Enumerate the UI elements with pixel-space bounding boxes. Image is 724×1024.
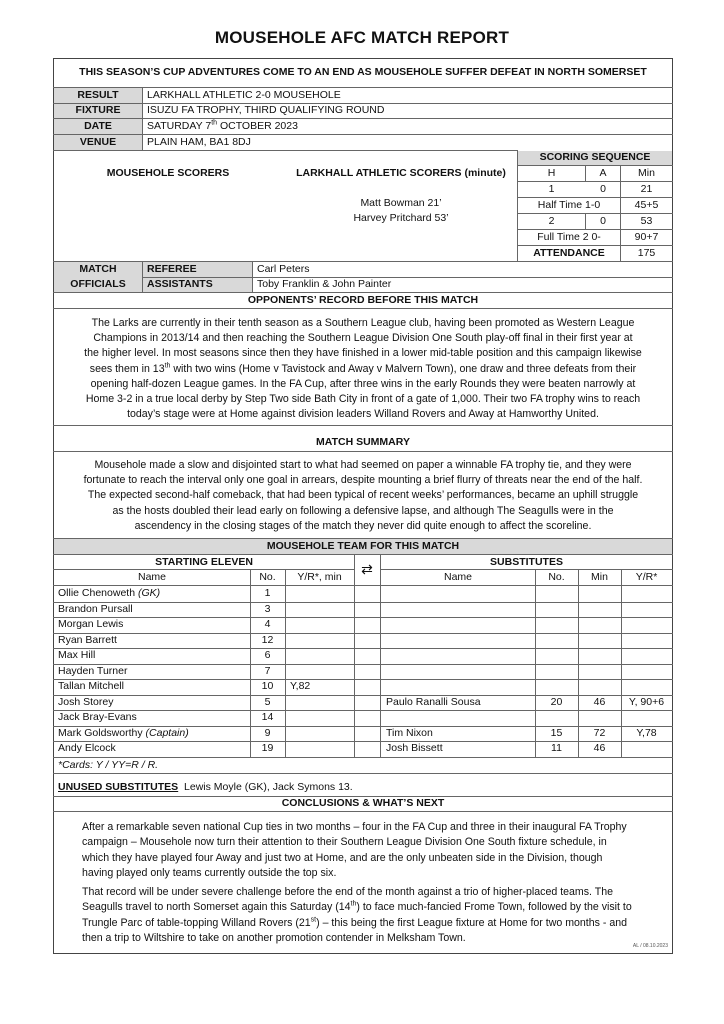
seq-row1-a: 0 [600, 183, 606, 195]
seq-row1-min: 21 [640, 183, 653, 195]
result-label: RESULT [77, 89, 119, 101]
starting-player-name: Brandon Pursall [58, 602, 133, 615]
starting-col-name: Name [137, 571, 166, 583]
starting-player-name: Andy Elcock [58, 742, 116, 754]
attendance-label: ATTENDANCE [533, 247, 605, 259]
subs-col-name: Name [443, 571, 472, 583]
starting-eleven-heading: STARTING ELEVEN [155, 556, 253, 568]
opponent-scorers-heading: LARKHALL ATHLETIC SCORERS (minute) [296, 167, 506, 179]
starting-player-name: Mark Goldsworthy (Captain) [58, 726, 189, 739]
sub-player-number: 15 [550, 726, 563, 739]
assistants-names: Toby Franklin & John Painter [257, 278, 392, 290]
footer-reference: AL / 08.10.2023 [632, 943, 668, 949]
referee-label: REFEREE [147, 263, 197, 275]
starting-player-name: Josh Storey [58, 695, 114, 708]
subs-col-card: Y/R* [635, 571, 658, 583]
starting-player-number: 12 [261, 633, 274, 646]
seq-row3-h: 2 [548, 215, 555, 227]
team-heading: MOUSEHOLE TEAM FOR THIS MATCH [266, 540, 460, 552]
seq-fulltime-min: 90+7 [634, 231, 659, 243]
sub-player-minute: 72 [593, 726, 606, 739]
officials-label-2: OFFICIALS [70, 278, 126, 290]
starting-player-number: 7 [264, 664, 271, 677]
seq-col-h: H [547, 167, 556, 179]
sub-player-number: 20 [550, 695, 563, 708]
opponent-scorer-1: Matt Bowman 21’ [360, 197, 442, 209]
swap-icon: ⇄ [361, 561, 373, 577]
seq-fulltime-label: Full Time 2 0- [537, 231, 601, 243]
mousehole-scorers-heading: MOUSEHOLE SCORERS [106, 167, 230, 179]
sub-player-name: Paulo Ranalli Sousa [386, 695, 481, 708]
seq-row1-h: 1 [548, 183, 555, 195]
headline: THIS SEASON’S CUP ADVENTURES COME TO AN END AS MOUSEHOLE SUFFER DEFEAT IN NORTH SOMERSET [79, 66, 647, 78]
venue-label: VENUE [79, 136, 117, 148]
starting-player-name: Ryan Barrett [58, 633, 117, 646]
starting-player-number: 3 [264, 602, 271, 615]
sub-player-minute: 46 [593, 742, 606, 754]
starting-player-name: Ollie Chenoweth (GK) [58, 587, 161, 599]
fixture-label: FIXTURE [75, 104, 121, 116]
sub-player-name: Tim Nixon [386, 726, 433, 739]
seq-row3-a: 0 [600, 215, 606, 227]
subs-col-no: No. [548, 571, 565, 583]
starting-col-card: Y/R*, min [297, 571, 342, 583]
conclusions-heading: CONCLUSIONS & WHAT’S NEXT [281, 797, 445, 809]
assistants-label: ASSISTANTS [147, 278, 213, 290]
seq-row3-min: 53 [640, 215, 653, 227]
date-value: SATURDAY 7th OCTOBER 2023 [147, 119, 298, 132]
referee-name: Carl Peters [257, 263, 310, 275]
seq-halftime-label: Half Time 1-0 [537, 199, 601, 211]
sub-player-number: 11 [551, 742, 562, 754]
opponent-scorer-2: Harvey Pritchard 53’ [353, 212, 449, 224]
starting-player-name: Jack Bray-Evans [58, 711, 137, 723]
sub-player-minute: 46 [593, 695, 606, 708]
venue-value: PLAIN HAM, BA1 8DJ [147, 136, 251, 148]
scoring-sequence-heading: SCORING SEQUENCE [539, 151, 651, 163]
starting-player-number: 14 [261, 711, 274, 723]
starting-player-number: 1 [264, 587, 271, 599]
sub-player-name: Josh Bissett [386, 742, 443, 754]
conclusions-para-2: That record will be under severe challenge before the end of the month against a trio of higher-placed teams. The Seagulls travel to north Somerset again this Saturday (14th) to face much-fancied Frome Town, followed by the visit to Trungle Parc of table-topping Willand Rovers (21st) – this being the first League fixture at Home for two months - and then a trip to Wiltshire to take on another promotion contender in Melksham Town. [82, 886, 632, 945]
seq-col-min: Min [638, 167, 655, 179]
starting-player-number: 10 [261, 680, 274, 692]
starting-player-card: Y,82 [290, 680, 311, 692]
starting-player-name: Hayden Turner [58, 664, 128, 677]
seq-halftime-min: 45+5 [634, 199, 659, 211]
opponents-record-text: The Larks are currently in their tenth season as a Southern League club, having been promoted as Western League Champions in 2013/14 and then reaching the Southern League Division One South play-off final in their first year at the higher level. In most seasons since then they have finished in a lower mid-table position and this campaign likewise sees them in 13th with two wins (Home v Tavistock and Away v Malvern Town), one draw and three defeats from their opening half-dozen League games. In the FA Cup, after three wins in the early Rounds they were beaten narrowly at Home 3-2 in a true local derby by Step Two side Bath City in front of a gate of 1,000. Their two FA trophy wins to reach today’s stage were at Home against division leaders Willand Rovers and Away at Hamworthy United. [84, 317, 642, 421]
fixture-value: ISUZU FA TROPHY, THIRD QUALIFYING ROUND [147, 104, 385, 116]
opponents-record-heading: OPPONENTS’ RECORD BEFORE THIS MATCH [247, 294, 479, 306]
starting-player-name: Tallan Mitchell [58, 680, 124, 692]
substitutes-heading: SUBSTITUTES [490, 556, 563, 568]
subs-col-min: Min [591, 571, 608, 583]
attendance-value: 175 [637, 247, 656, 259]
starting-player-number: 4 [264, 618, 271, 630]
unused-substitutes: UNUSED SUBSTITUTES Lewis Moyle (GK), Jack Symons 13. [58, 781, 353, 793]
starting-player-name: Morgan Lewis [58, 618, 124, 630]
result-value: LARKHALL ATHLETIC 2-0 MOUSEHOLE [147, 89, 341, 101]
starting-player-number: 5 [264, 695, 271, 708]
sub-player-card: Y, 90+6 [628, 695, 665, 708]
date-label: DATE [84, 120, 112, 132]
page-title: MOUSEHOLE AFC MATCH REPORT [214, 28, 510, 47]
conclusions-para-1: After a remarkable seven national Cup ties in two months – four in the FA Cup and three in their inaugural FA Trophy campaign – Mousehole now turn their attention to their Southern League Division One South fixture schedule, in which they have played four Away and just two at Home, and are the only unbeaten side in the Division, though having played only teams currently outside the top six. [82, 821, 627, 880]
starting-player-number: 19 [261, 742, 274, 754]
starting-player-number: 9 [264, 726, 271, 739]
starting-player-name: Max Hill [58, 649, 96, 661]
starting-player-number: 6 [264, 649, 271, 661]
officials-label-1: MATCH [79, 263, 117, 275]
match-summary-text: Mousehole made a slow and disjointed start to what had seemed on paper a winnable FA trophy tie, and they were fortunate to reach the interval only one goal in arrears, despite mounting a brief flurry of threats near the end of the half. The expected second-half comeback, that had been typical of recent weeks’ performances, became an uphill struggle as the hosts doubled their lead early on following a defensive lapse, and although The Seagulls were in the ascendency in the closing stages of the match they never did quite enough to affect the scoreline. [83, 459, 643, 532]
cards-note: *Cards: Y / YY=R / R. [58, 759, 159, 771]
match-summary-heading: MATCH SUMMARY [316, 436, 410, 448]
starting-col-no: No. [259, 571, 276, 583]
seq-col-a: A [599, 167, 607, 179]
sub-player-card: Y,78 [636, 726, 657, 739]
